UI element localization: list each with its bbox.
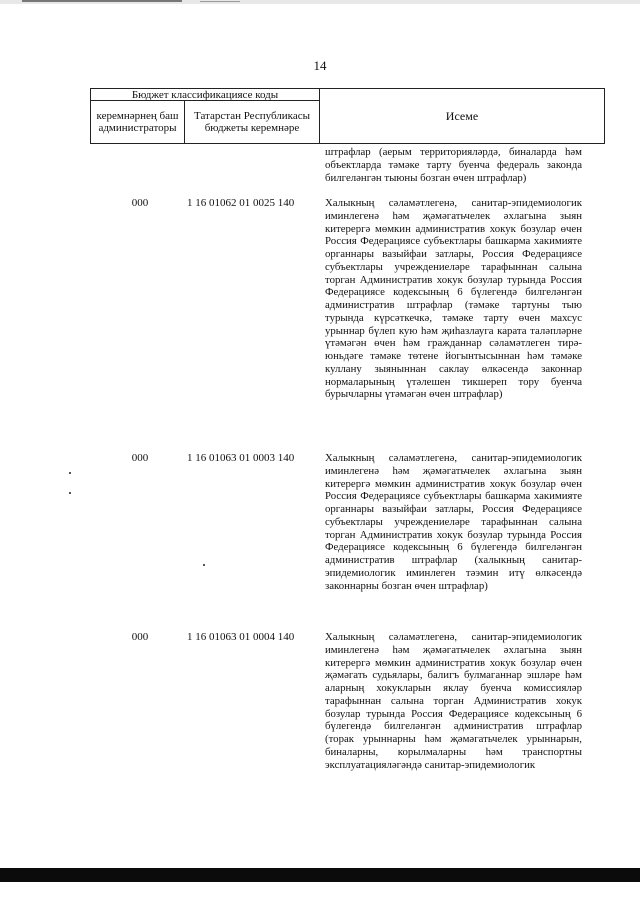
column-name-header: Исеме [319,88,605,144]
scan-edge [0,0,640,4]
admin-code: 000 [131,631,149,643]
income-code: 1 16 01063 01 0004 140 [187,631,295,643]
scan-speck [69,472,71,474]
scan-speck [69,492,71,494]
scan-artifact [22,0,182,2]
budget-codes-title: Бюджет классификациясе коды [90,88,320,101]
income-name: Халыкның сәламәтлегенә, санитар-эпидемиологик иминлегенә һәм җәмәгатьчелек әхлагына зыян китерергә мөмкин административ хокук бозулар өчен Россия Федерациясе субъектлары башкарма хакимияте органнары вазыйфаи затлары, Россия Федерациясе субъектлары учреждениеләре тарафыннан салына торган Административ хокук бозулар турында Россия Федерациясе кодексының 6 бүлегендә билгеләнгән административ штрафлар (тәмәке тартуны тыю турында күрсәткечкә, тәмәке тарту өчен махсус урыннар бүлеп кую һәм җиһазлауга карата таләпләрне үтәмәгән өчен һәм гражданнар сәламәтлеген тирә-юньдәге тәмәке төтене йогынтысыннан һәм тәмәке куллану зыяныннан саклау өлкәсендә законнар нормаларының үтәлешен тикшереп тору буенча бурычларны үтәмәгән өчен штрафлар) [325,197,582,401]
admin-code: 000 [131,452,149,464]
scan-speck [203,564,205,566]
admin-code: 000 [131,197,149,209]
column-budget-header: Татарстан Республикасы бюджеты керемнәре [184,100,320,144]
column-admin-header: керемнәрнең баш администраторы [90,100,185,144]
income-name: Халыкның сәламәтлегенә, санитар-эпидемиологик иминлегенә һәм җәмәгатьчелек әхлагына зыян китерергә мөмкин административ хокук бозулар өчен Россия Федерациясе субъектлары башкарма хакимияте органнары вазыйфаи затлары, Россия Федерациясе субъектлары учреждениеләре тарафыннан салына торган Административ хокук бозулар турында Россия Федерациясе кодексының 6 бүлегендә билгеләнгән административ штрафлар (халыкның санитар-эпидемиологик иминлеген тәэмин итү өлкәсендә законнарны бозган өчен штрафлар) [325,452,582,592]
table-header [90,88,605,144]
income-code: 1 16 01063 01 0003 140 [187,452,295,464]
scan-bottom-edge [0,868,640,882]
continuation-text: штрафлар (аерым территорияләрдә, биналарда һәм объектларда тәмәке тарту буенча федераль законда билгеләнгән тыюны бозган өчен штрафлар) [325,146,582,184]
page-number: 14 [313,58,327,73]
income-code: 1 16 01062 01 0025 140 [187,197,295,209]
income-name: Халыкның сәламәтлегенә, санитар-эпидемиологик иминлегенә һәм җәмәгатьчелек әхлагына зыян китерергә мөмкин административ хокук бозулар өчен җәмәгать судьялары, балигъ булмаганнар эшләре һәм аларның хокукларын яклау буенча комиссияләр тарафыннан салына торган Административ хокук бозулар турында Россия Федерациясе кодексының 6 бүлегендә билгеләнгән административ штрафлар (торак урыннарны һәм җәмәгатьчелек урыннарын, биналарны, корылмаларны һәм транспортны эксплуатацияләгәндә санитар-эпидемиологик [325,631,582,771]
scan-artifact [200,1,240,2]
